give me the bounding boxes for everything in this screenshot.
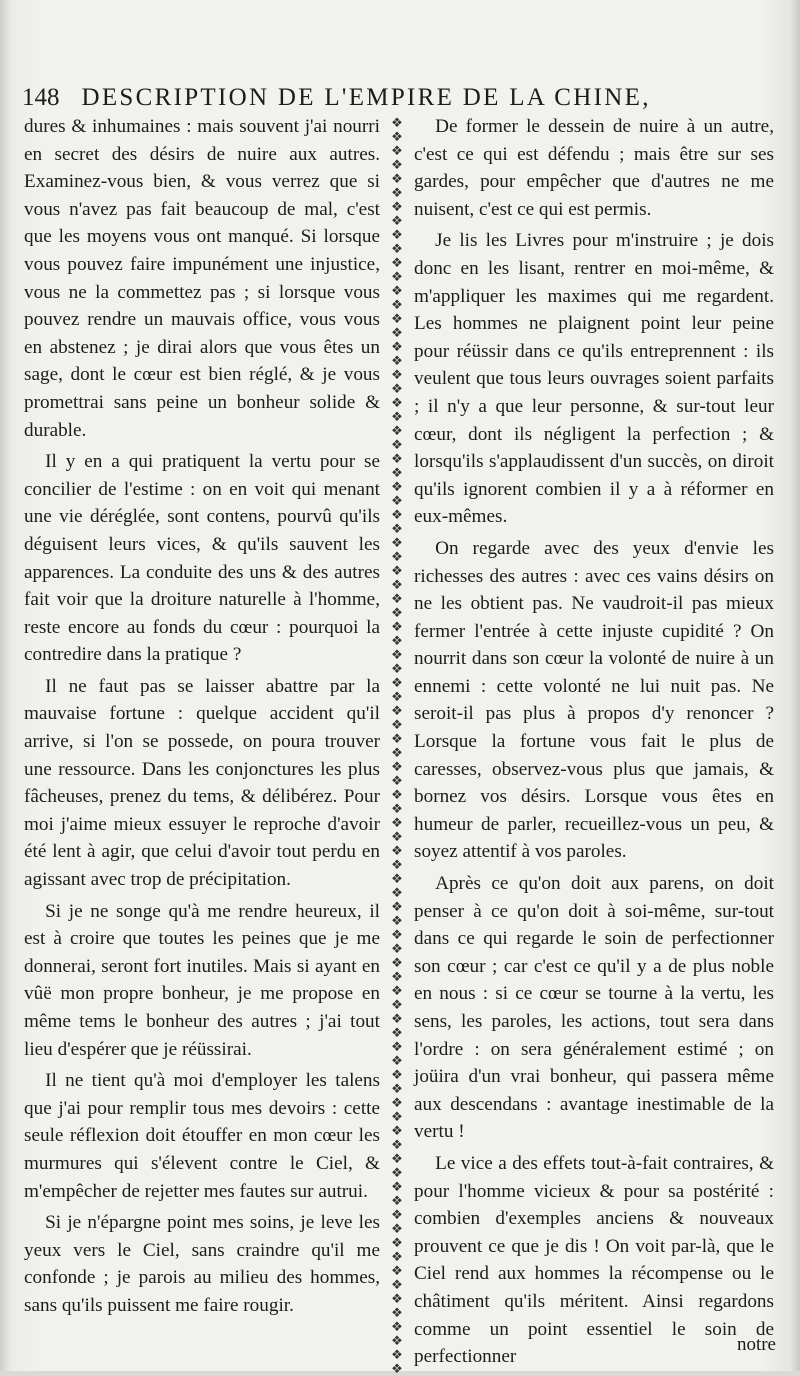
right-column: [414, 113, 774, 1375]
page-number: 148: [22, 84, 60, 111]
paragraph: dures & inhumaines : mais souvent j'ai nourri en secret des désirs de nuire aux autres. Examinez-vous bien, & vous verrez que si vous n'avez pas fait beaucoup de mal, c'est que les moyens vous ont manqué. Si lorsque vous pouvez faire impunément une injustice, vous ne la commettez pas ; si lorsque vous pouvez rendre un mauvais office, vous vous en abstenez ; je dirai alors que vous êtes un sage, dont le cœur est bien réglé, & je vous promettrai sans peine un bonheur solide & durable.: [24, 116, 380, 441]
paragraph: Je lis les Livres pour m'instruire ; je dois donc en les lisant, rentrer en moi-même, & m'appliquer les maximes qui me regardent. Les hommes ne plaignent point leur peine pour réüssir dans ce qu'ils entreprennent : ils veulent que tous leurs ouvrages soient parfaits ; il n'y a que leur personne, & sur-tout leur cœur, dont ils négligent la perfection ; & lorsqu'ils s'applaudissent d'un succès, on diroit qu'ils ignorent combien il y a à réformer en eux-mêmes.: [414, 230, 774, 528]
running-title: DESCRIPTION DE L'EMPIRE DE LA CHINE,: [81, 84, 651, 111]
paragraph: Après ce qu'on doit aux parens, on doit penser à ce qu'on doit à soi-même, sur-tout dans ce qui regarde le soin de perfectionner son cœur ; car c'est ce qu'il y a de plus noble en nous : si ce cœur se tourne à la vertu, les sens, les paroles, les actions, tout sera dans l'ordre : on sera généralement estimé ; on joüira d'un vrai bonheur, qui passera même aux descendans : avantage inestimable de la vertu !: [414, 873, 774, 1143]
paragraph: Le vice a des effets tout-à-fait contraires, & pour l'homme vicieux & pour sa postérité : combien d'exemples anciens & nouveaux prouvent ce que je dis ! On voit par-là, que le Ciel rend aux hommes la récompense ou le châtiment qu'ils méritent. Ainsi regardons comme un point essentiel le soin de perfectionner: [414, 1152, 774, 1368]
paragraph: Il y en a qui pratiquent la vertu pour se concilier de l'estime : on en voit qui menant une vie déréglée, sont contens, pourvû qu'ils déguisent leurs vices, & qu'ils sauvent les apparences. La conduite des uns & des autres fait voir que la droiture naturelle à l'homme, reste encore au fonds du cœur : pourquoi la contredire dans la pratique ?: [24, 451, 380, 666]
paragraph: Il ne faut pas se laisser abattre par la mauvaise fortune : quelque accident qu'il arrive, si l'on se possede, on poura trouver une ressource. Dans les conjonctures les plus fâcheuses, prenez du tems, & délibérez. Pour moi j'aime mieux essuyer le reproche d'avoir été lent à agir, que celui d'avoir tout perdu en agissant avec trop de précipitation.: [24, 675, 380, 891]
paragraph: Si je ne songe qu'à me rendre heureux, il est à croire que toutes les peines que je me donnerai, seront fort inutiles. Mais si ayant en vûë mon propre bonheur, je me propose en même tems le bonheur des autres ; j'ai tout lieu d'espérer que je réüssirai.: [24, 900, 380, 1060]
paragraph: On regarde avec des yeux d'envie les richesses des autres : avec ces vains désirs on ne les obtient pas. Ne vaudroit-il pas mieux fermer l'entrée à cette injuste cupidité ? On nourrit dans son cœur la volonté de nuire à un ennemi : cette volonté ne lui nuit pas. Ne seroit-il pas plus à propos d'y renoncer ? Lorsque la fortune vous fait le plus de caresses, observez-vous plus que jamais, & bornez vos désirs. Lorsque vous êtes en humeur de parler, recueillez-vous un peu, & soyez attentif à vos paroles.: [414, 537, 774, 863]
paragraph: De former le dessein de nuire à un autre, c'est ce qui est défendu ; mais être sur ses gardes, pour empêcher que d'autres ne me nuisent, c'est ce qui est permis.: [414, 116, 774, 220]
ornamental-column-divider: ❖ ❖ ❖ ❖ ❖ ❖ ❖ ❖ ❖ ❖ ❖ ❖ ❖ ❖ ❖ ❖ ❖ ❖ ❖ ❖ ❖ ❖ ❖ ❖ ❖ ❖ ❖ ❖ ❖ ❖ ❖ ❖ ❖ ❖ ❖ ❖ ❖ ❖ ❖ ❖ ❖ ❖ ❖ ❖ ❖ ❖ ❖ ❖ ❖ ❖ ❖ ❖ ❖ ❖ ❖ ❖ ❖ ❖ ❖ ❖ ❖ ❖ ❖ ❖ ❖ ❖ ❖ ❖ ❖ ❖ ❖ ❖ ❖ ❖ ❖ ❖ ❖ ❖ ❖ ❖ ❖ ❖ ❖ ❖ ❖ ❖ ❖ ❖ ❖ ❖: [391, 115, 403, 1376]
page-header: [22, 80, 782, 116]
catchword: notre: [736, 1334, 776, 1355]
paragraph: Si je n'épargne point mes soins, je leve les yeux vers le Ciel, sans craindre qu'il me confonde ; je parois au milieu des hommes, sans qu'ils puissent me faire rougir.: [24, 1212, 380, 1316]
paragraph: Il ne tient qu'à moi d'employer les talens que j'ai pour remplir tous mes devoirs : cette seule réflexion doit étouffer en mon cœur les murmures qui s'élevent contre le Ciel, & m'empêcher de rejetter mes fautes sur autrui.: [24, 1070, 380, 1202]
left-column: [24, 113, 380, 1324]
